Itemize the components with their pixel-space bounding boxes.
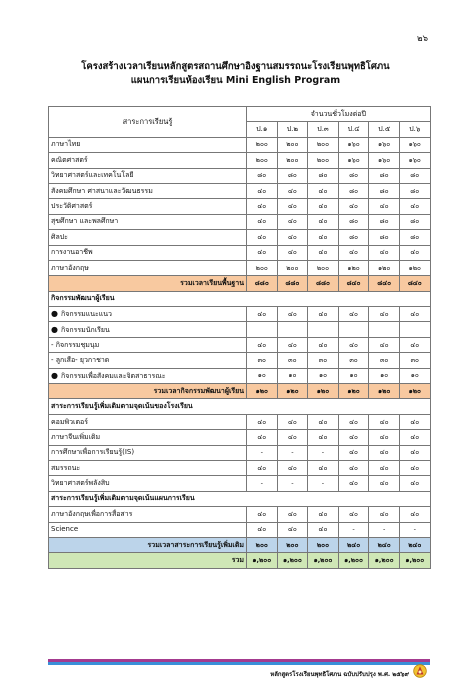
hours-cell: - (277, 445, 308, 460)
activities-section-row (49, 291, 431, 306)
hours-cell: ๘๐ (277, 168, 308, 183)
hours-cell: ๔๐ (369, 460, 400, 475)
hours-cell: ๔๐ (277, 507, 308, 522)
hours-cell: - (308, 476, 339, 491)
hours-cell: ๔๐ (247, 245, 278, 260)
hours-cell: ๔๐ (247, 230, 278, 245)
additional-plan-section-row (49, 491, 431, 506)
hours-cell (399, 322, 430, 337)
table-row (49, 245, 431, 260)
hours-cell: ๔๐ (277, 245, 308, 260)
hours-cell: - (399, 522, 430, 537)
hours-cell: ๔๐ (338, 414, 369, 429)
grade-header: ป.๔ (338, 122, 369, 137)
hours-cell: ๔๐ (308, 183, 339, 198)
grade-header: ป.๖ (399, 122, 430, 137)
additional-total-row (49, 537, 431, 552)
activity-row (49, 368, 431, 383)
hours-cell: ๒๔๐ (338, 537, 369, 552)
bullet-icon: ● (51, 370, 58, 380)
hours-cell: ๒๐๐ (277, 537, 308, 552)
hours-cell: ๔๐ (277, 183, 308, 198)
activity-row (49, 322, 431, 337)
hours-cell: ๔๐ (369, 414, 400, 429)
hours-cell: ๔๐ (338, 199, 369, 214)
table-row (49, 476, 431, 491)
hours-cell: ๑,๒๐๐ (369, 553, 400, 568)
grade-header: ป.๕ (369, 122, 400, 137)
hours-cell: ๒๐๐ (277, 153, 308, 168)
activity-label: - กิจกรรมชุมนุม (51, 340, 100, 349)
hours-cell: ๘๐ (399, 230, 430, 245)
hours-cell: ๘๐ (369, 168, 400, 183)
hours-cell: ๔๐ (369, 476, 400, 491)
hours-cell: ๔๐ (308, 460, 339, 475)
basic-total-row (49, 276, 431, 291)
hours-cell: ๘๘๐ (247, 276, 278, 291)
page-number: ๒๖ (417, 34, 428, 44)
table-row (49, 153, 431, 168)
hours-cell: - (247, 445, 278, 460)
hours-cell: ๔๐ (399, 460, 430, 475)
subject-name: คอมพิวเตอร์ (49, 414, 247, 429)
hours-cell: ๔๐ (338, 245, 369, 260)
hours-cell: ๔๐ (369, 245, 400, 260)
subject-column-header: สาระการเรียนรู้ (49, 107, 247, 138)
hours-cell: ๑๖๐ (399, 153, 430, 168)
hours-cell: ๑๒๐ (369, 384, 400, 399)
hours-cell: ๑,๒๐๐ (308, 553, 339, 568)
section-label: สาระการเรียนรู้เพิ่มเติมตามจุดเน้นแผนการเรียน (49, 491, 431, 506)
hours-cell: ๘๘๐ (277, 276, 308, 291)
hours-cell: ๔๐ (247, 183, 278, 198)
subject-name: การศึกษาเพื่อการเรียนรู้(IS) (49, 445, 247, 460)
subject-name: สังคมศึกษา ศาสนาและวัฒนธรรม (49, 183, 247, 198)
hours-cell: ๔๐ (308, 307, 339, 322)
hours-cell: ๓๐ (308, 353, 339, 368)
hours-cell: ๘๘๐ (308, 276, 339, 291)
bullet-icon: ● (51, 324, 58, 334)
hours-cell: ๔๐ (338, 460, 369, 475)
hours-cell: ๔๐ (338, 430, 369, 445)
table-row (49, 445, 431, 460)
hours-cell: ๘๐ (399, 214, 430, 229)
hours-cell: ๑๐ (399, 368, 430, 383)
hours-cell: ๑,๒๐๐ (247, 553, 278, 568)
hours-cell: - (277, 476, 308, 491)
hours-cell: ๔๐ (247, 522, 278, 537)
hours-cell: ๓๐ (369, 353, 400, 368)
hours-cell: ๔๐ (308, 230, 339, 245)
hours-cell: ๔๐ (338, 445, 369, 460)
table-row (49, 522, 431, 537)
hours-cell (277, 322, 308, 337)
hours-cell: ๑๖๐ (369, 153, 400, 168)
subject-name: ภาษาจีนเพิ่มเติม (49, 430, 247, 445)
hours-cell: ๒๐๐ (247, 537, 278, 552)
hours-cell: ๘๐ (369, 230, 400, 245)
hours-cell: ๑๒๐ (338, 384, 369, 399)
hours-cell: ๔๐ (369, 445, 400, 460)
hours-cell: ๔๐ (277, 430, 308, 445)
hours-cell: ๔๐ (399, 507, 430, 522)
table-row (49, 460, 431, 475)
activity-row (49, 337, 431, 352)
hours-cell: ๑๖๐ (399, 137, 430, 152)
subject-name: สุขศึกษา และพลศึกษา (49, 214, 247, 229)
hours-cell: ๘๐ (399, 183, 430, 198)
total-label: รวม (49, 553, 247, 568)
hours-cell: ๑๒๐ (247, 384, 278, 399)
subject-name: ศิลปะ (49, 230, 247, 245)
hours-cell: ๔๐ (277, 307, 308, 322)
hours-cell: ๔๐ (277, 414, 308, 429)
hours-cell: ๔๐ (308, 337, 339, 352)
hours-cell: ๔๐ (369, 199, 400, 214)
section-label: กิจกรรมพัฒนาผู้เรียน (49, 291, 431, 306)
hours-cell: ๔๐ (399, 199, 430, 214)
subject-name: ภาษาไทย (49, 137, 247, 152)
hours-cell: ๔๐ (338, 337, 369, 352)
activity-row (49, 307, 431, 322)
hours-cell: ๑๐ (338, 368, 369, 383)
hours-cell: ๔๐ (277, 230, 308, 245)
table-row (49, 168, 431, 183)
hours-cell: ๘๐ (399, 168, 430, 183)
hours-cell: ๔๐ (308, 214, 339, 229)
table-row (49, 230, 431, 245)
hours-cell: ๘๔๐ (399, 276, 430, 291)
hours-cell: ๒๐๐ (308, 137, 339, 152)
hours-cell (247, 322, 278, 337)
activity-name (49, 353, 247, 368)
subject-name: Science (49, 522, 247, 537)
hours-cell: ๔๐ (247, 460, 278, 475)
curriculum-hours-table (48, 106, 431, 569)
hours-cell: ๔๐ (308, 430, 339, 445)
total-label: รวมเวลาสาระการเรียนรู้เพิ่มเติม (49, 537, 247, 552)
hours-cell: ๘๐ (247, 168, 278, 183)
hours-cell: ๓๐ (277, 353, 308, 368)
hours-per-year-header: จำนวนชั่วโมงต่อปี (247, 107, 431, 122)
hours-cell: ๓๐ (399, 353, 430, 368)
footer-rule-blue (48, 662, 430, 665)
hours-cell: ๑๖๐ (369, 137, 400, 152)
hours-cell: ๑๒๐ (277, 384, 308, 399)
hours-cell (308, 322, 339, 337)
activity-name (49, 307, 247, 322)
hours-cell: ๔๐ (247, 507, 278, 522)
hours-cell: ๔๐ (369, 307, 400, 322)
hours-cell: ๘๐ (338, 168, 369, 183)
activity-label: กิจกรรมแนะแนว (60, 310, 112, 319)
hours-cell: ๑๐ (247, 368, 278, 383)
hours-cell: - (338, 522, 369, 537)
table-row (49, 507, 431, 522)
grade-header: ป.๓ (308, 122, 339, 137)
hours-cell: ๑๖๐ (338, 153, 369, 168)
hours-cell: ๘๐ (338, 230, 369, 245)
hours-cell: - (247, 476, 278, 491)
hours-cell: ๑๒๐ (308, 384, 339, 399)
hours-cell: ๑๒๐ (399, 384, 430, 399)
hours-cell: ๔๐ (247, 199, 278, 214)
bullet-icon: ● (51, 309, 58, 319)
hours-cell: ๔๐ (308, 507, 339, 522)
hours-cell: ๔๐ (338, 507, 369, 522)
hours-cell: ๔๐ (308, 414, 339, 429)
hours-cell: ๘๐ (338, 214, 369, 229)
hours-cell: ๔๐ (308, 522, 339, 537)
hours-cell: ๔๐ (399, 445, 430, 460)
hours-cell: ๘๐ (369, 183, 400, 198)
hours-cell: ๔๐ (369, 507, 400, 522)
hours-cell: ๔๐ (338, 307, 369, 322)
hours-cell: ๘๔๐ (369, 276, 400, 291)
hours-cell: ๔๐ (399, 245, 430, 260)
hours-cell: ๔๐ (369, 430, 400, 445)
section-label: สาระการเรียนรู้เพิ่มเติมตามจุดเน้นของโรงเรียน (49, 399, 431, 414)
subject-name: ภาษาอังกฤษเพื่อการสื่อสาร (49, 507, 247, 522)
table-row (49, 430, 431, 445)
hours-cell: ๑,๒๐๐ (338, 553, 369, 568)
activity-name (49, 368, 247, 383)
hours-cell: ๑๖๐ (338, 137, 369, 152)
hours-cell: ๘๐ (369, 214, 400, 229)
school-emblem-icon (413, 664, 427, 678)
hours-cell: ๔๐ (308, 199, 339, 214)
hours-cell: ๒๐๐ (247, 137, 278, 152)
hours-cell: ๓๐ (247, 353, 278, 368)
hours-cell: ๔๐ (247, 337, 278, 352)
hours-cell: ๑๐ (308, 368, 339, 383)
grand-total-row (49, 553, 431, 568)
grade-header: ป.๒ (277, 122, 308, 137)
subject-name: วิทยาศาสตร์และเทคโนโลยี (49, 168, 247, 183)
hours-cell: - (369, 522, 400, 537)
title-line-2: แผนการเรียนห้องเรียน Mini English Program (130, 75, 341, 86)
subject-name: คณิตศาสตร์ (49, 153, 247, 168)
table-row (49, 183, 431, 198)
activity-name (49, 322, 247, 337)
hours-cell: ๔๐ (399, 307, 430, 322)
footer-text: หลักสูตรโรงเรียนพุทธิโศภน ฉบับปรับปรุง พ.ศ. ๒๕๖๙ (270, 671, 409, 678)
hours-cell: ๔๐ (277, 214, 308, 229)
additional-school-section-row (49, 399, 431, 414)
hours-cell: ๔๐ (247, 430, 278, 445)
hours-cell: ๑๒๐ (399, 260, 430, 275)
hours-cell: ๓๐ (338, 353, 369, 368)
page-title (0, 60, 471, 88)
activity-total-row (49, 384, 431, 399)
activity-label: กิจกรรมนักเรียน (60, 325, 110, 334)
hours-cell: ๔๐ (277, 522, 308, 537)
table-row (49, 137, 431, 152)
hours-cell: ๔๐ (369, 337, 400, 352)
hours-cell: ๔๐ (247, 307, 278, 322)
activity-label: - ลูกเสือ- ยุวกาชาด (51, 355, 110, 364)
table-row (49, 199, 431, 214)
grade-header: ป.๑ (247, 122, 278, 137)
hours-cell: ๔๐ (338, 476, 369, 491)
title-line-1: โครงสร้างเวลาเรียนหลักสูตรสถานศึกษาอิงฐานสมรรถนะโรงเรียนพุทธิโศภน (81, 61, 390, 72)
hours-cell (338, 322, 369, 337)
hours-cell: ๘๐ (338, 183, 369, 198)
table-body (49, 137, 431, 568)
hours-cell: ๔๐ (308, 245, 339, 260)
hours-cell: ๔๐ (399, 337, 430, 352)
activity-label: กิจกรรมเพื่อสังคมและจิตสาธารณะ (60, 371, 166, 380)
subject-name: สมรรถนะ (49, 460, 247, 475)
hours-cell: ๑,๒๐๐ (399, 553, 430, 568)
subject-name: ภาษาอังกฤษ (49, 260, 247, 275)
hours-cell: ๒๔๐ (399, 537, 430, 552)
hours-cell: ๘๐ (308, 168, 339, 183)
hours-cell: ๒๐๐ (308, 260, 339, 275)
hours-cell: ๒๐๐ (247, 260, 278, 275)
subject-name: ประวัติศาสตร์ (49, 199, 247, 214)
table-row (49, 414, 431, 429)
activity-row (49, 353, 431, 368)
hours-cell (369, 322, 400, 337)
hours-cell: ๔๐ (247, 214, 278, 229)
hours-cell: ๔๐ (399, 476, 430, 491)
hours-cell: ๒๐๐ (308, 537, 339, 552)
hours-cell: ๑๒๐ (369, 260, 400, 275)
hours-cell: ๑๒๐ (338, 260, 369, 275)
hours-cell: ๒๐๐ (247, 153, 278, 168)
hours-cell: ๔๐ (399, 414, 430, 429)
hours-cell: ๔๐ (277, 460, 308, 475)
activity-name (49, 337, 247, 352)
total-label: รวมเวลากิจกรรมพัฒนาผู้เรียน (49, 384, 247, 399)
hours-cell: ๒๔๐ (369, 537, 400, 552)
hours-cell: ๔๐ (277, 199, 308, 214)
table-row (49, 214, 431, 229)
hours-cell: ๑๐ (369, 368, 400, 383)
total-label: รวมเวลาเรียนพื้นฐาน (49, 276, 247, 291)
table-row (49, 260, 431, 275)
hours-cell: ๒๐๐ (277, 137, 308, 152)
hours-cell: ๔๐ (247, 414, 278, 429)
hours-cell: ๔๐ (399, 430, 430, 445)
hours-cell: ๑,๒๐๐ (277, 553, 308, 568)
hours-cell: ๒๐๐ (277, 260, 308, 275)
hours-cell: ๔๐ (277, 337, 308, 352)
subject-name: วิทยาศาสตร์พลังสิบ (49, 476, 247, 491)
hours-cell: ๒๐๐ (308, 153, 339, 168)
hours-cell: ๑๐ (277, 368, 308, 383)
hours-cell: - (308, 445, 339, 460)
subject-name: การงานอาชีพ (49, 245, 247, 260)
hours-cell: ๘๔๐ (338, 276, 369, 291)
